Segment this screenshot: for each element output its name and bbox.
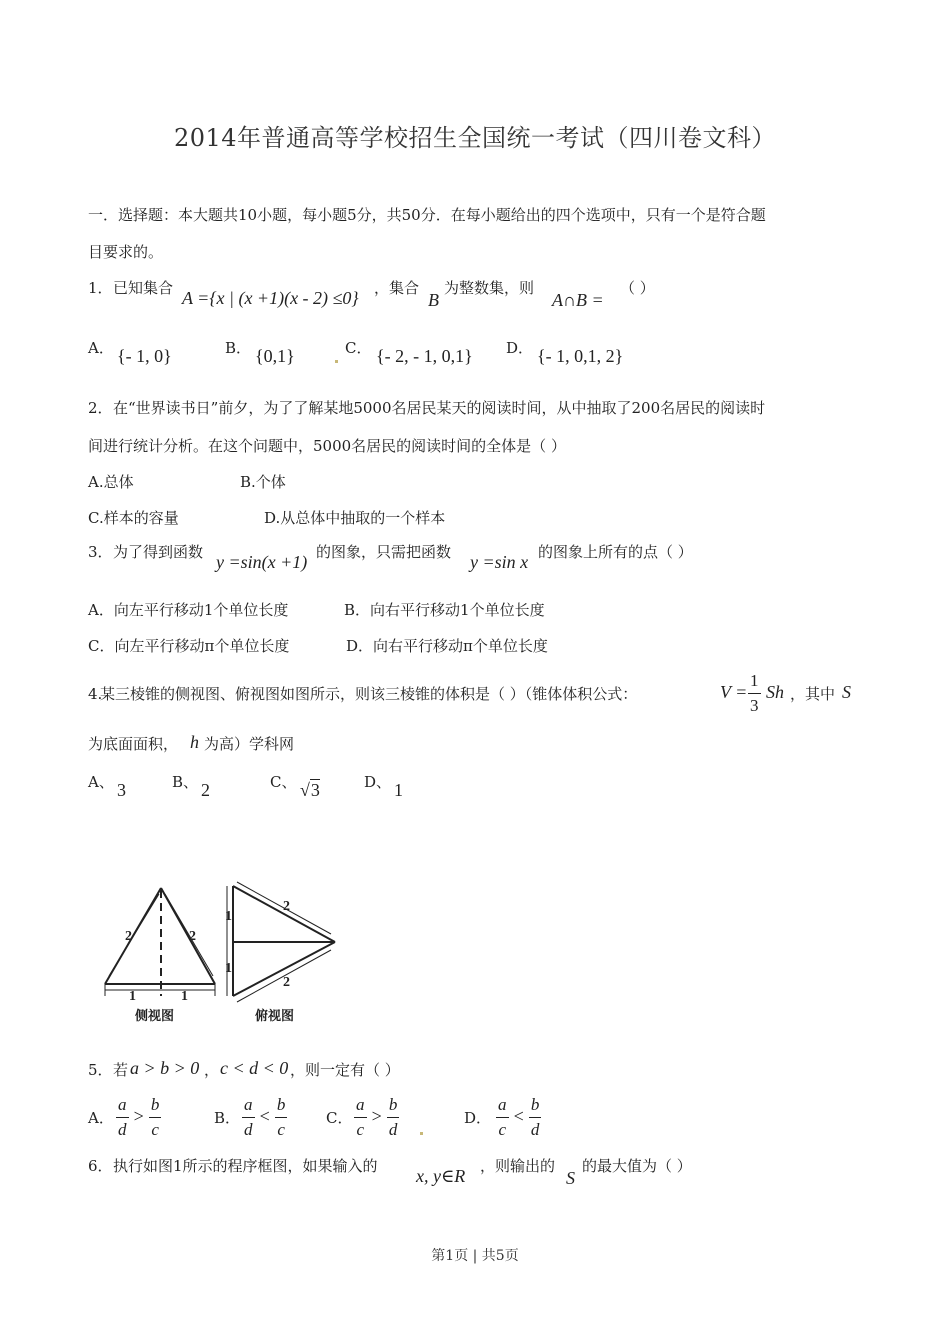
question-stem-text: ，则一定有（ ） bbox=[290, 1061, 400, 1079]
option-b: B．向右平行移动1个单位长度 bbox=[344, 601, 545, 619]
page-footer: 第1页 | 共5页 bbox=[431, 1248, 519, 1264]
option-value-a: $\frac{a}{d}$ > $\frac{b}{c}$ bbox=[118, 1095, 160, 1139]
condition-1: a > b > 0 bbox=[130, 1058, 200, 1078]
option-value-b: $\frac{a}{d}$ < $\frac{b}{c}$ bbox=[244, 1095, 286, 1139]
question-stem-text: 的图象，只需把函数 bbox=[316, 543, 452, 561]
question-stem-text: 的图象上所有的点（ ） bbox=[538, 543, 693, 561]
top-view-label: 俯视图 bbox=[255, 1009, 295, 1024]
option-c: C．向左平行移动π个单位长度 bbox=[88, 637, 290, 655]
set-b-symbol: B bbox=[428, 290, 439, 310]
separator: ， bbox=[204, 1061, 220, 1079]
question-stem-text: ，其中 bbox=[790, 685, 836, 703]
formula-rhs: Sh bbox=[766, 682, 784, 702]
option-label-b: B． bbox=[214, 1109, 241, 1127]
question-number: 4. bbox=[88, 685, 103, 703]
question-stem-line2a: 为底面面积， bbox=[88, 735, 179, 753]
question-stem-text: 若 bbox=[113, 1061, 129, 1079]
question-stem-text: 执行如图1所示的程序框图，如果输入的 bbox=[113, 1157, 378, 1175]
option-value-c: {- 2, - 1, 0,1} bbox=[376, 346, 473, 366]
option-label-c: C． bbox=[345, 339, 372, 357]
option-label-a: A． bbox=[88, 1109, 114, 1127]
option-label-d: D． bbox=[506, 339, 534, 357]
option-value-b: 2 bbox=[201, 780, 210, 800]
svg-text:2: 2 bbox=[125, 929, 132, 944]
condition-2: c < d < 0 bbox=[220, 1058, 289, 1078]
three-view-figure bbox=[95, 858, 355, 1038]
svg-text:1: 1 bbox=[129, 989, 136, 1004]
option-value-a: {- 1, 0} bbox=[117, 346, 172, 366]
question-stem-text: 为了得到函数 bbox=[113, 543, 204, 561]
option-value-c: √3 bbox=[300, 780, 320, 800]
question-number: 6． bbox=[88, 1157, 113, 1175]
watermark-dot bbox=[420, 1132, 423, 1135]
section-heading-line2: 目要求的。 bbox=[88, 243, 164, 261]
option-value-d: 1 bbox=[394, 780, 403, 800]
question-stem-text: 为整数集，则 bbox=[444, 279, 535, 297]
question-stem-line2b: 为高）学科网 bbox=[204, 735, 295, 753]
option-a: A.总体 bbox=[88, 473, 134, 491]
set-a-formula: A ={x | (x +1)(x - 2) ≤0} bbox=[182, 288, 359, 308]
question-number: 2． bbox=[88, 399, 113, 417]
answer-blank: （ ） bbox=[620, 279, 655, 297]
svg-text:1: 1 bbox=[225, 961, 232, 976]
formula-fraction: $\frac{1}{3}$ bbox=[750, 671, 759, 715]
option-label-b: B、 bbox=[172, 773, 199, 791]
question-stem-text: 已知集合 bbox=[113, 279, 174, 297]
pyramid-views-diagram bbox=[95, 858, 355, 1038]
svg-text:1: 1 bbox=[225, 909, 232, 924]
option-a: A．向左平行移动1个单位长度 bbox=[88, 601, 289, 619]
question-stem-line2: 间进行统计分析。在这个问题中，5000名居民的阅读时间的全体是（ ） bbox=[88, 437, 566, 455]
question-number: 3． bbox=[88, 543, 113, 561]
option-label-c: C、 bbox=[270, 773, 297, 791]
question-stem-text: ，则输出的 bbox=[480, 1157, 556, 1175]
option-label-b: B． bbox=[225, 339, 252, 357]
svg-text:1: 1 bbox=[181, 989, 188, 1004]
input-domain-formula: x, y∈R bbox=[416, 1166, 466, 1186]
option-value-d: $\frac{a}{c}$ < $\frac{b}{d}$ bbox=[498, 1095, 540, 1139]
svg-text:2: 2 bbox=[283, 899, 290, 914]
option-label-d: D、 bbox=[364, 773, 392, 791]
watermark-dot bbox=[335, 360, 338, 363]
question-stem-line1: 在“世界读书日”前夕，为了了解某地5000名居民某天的阅读时间，从中抽取了200名居民的阅读时 bbox=[113, 399, 766, 417]
question-number: 1． bbox=[88, 279, 113, 297]
intersection-formula: A∩B = bbox=[552, 290, 604, 310]
option-label-a: A、 bbox=[88, 773, 114, 791]
option-d: D.从总体中抽取的一个样本 bbox=[264, 509, 446, 527]
question-stem-text: ，集合 bbox=[374, 279, 420, 297]
option-value-d: {- 1, 0,1, 2} bbox=[537, 346, 624, 366]
symbol-s: S bbox=[842, 682, 851, 702]
option-value-a: 3 bbox=[117, 780, 126, 800]
svg-text:2: 2 bbox=[189, 929, 196, 944]
svg-text:2: 2 bbox=[283, 975, 290, 990]
option-b: B.个体 bbox=[240, 473, 286, 491]
option-label-d: D． bbox=[464, 1109, 492, 1127]
page-title: 2014年普通高等学校招生全国统一考试（四川卷文科） bbox=[173, 124, 777, 152]
section-heading-line1: 一．选择题：本大题共10小题，每小题5分，共50分．在每小题给出的四个选项中，只有一个是符合题 bbox=[88, 206, 766, 224]
option-label-a: A． bbox=[88, 339, 114, 357]
option-label-c: C． bbox=[326, 1109, 353, 1127]
symbol-h: h bbox=[190, 732, 199, 752]
question-stem-line1: 某三棱锥的侧视图、俯视图如图所示，则该三棱锥的体积是（ ）（锥体体积公式： bbox=[100, 685, 638, 703]
side-view-label: 侧视图 bbox=[135, 1009, 175, 1024]
function-formula-1: y =sin(x +1) bbox=[216, 552, 308, 572]
question-number: 5． bbox=[88, 1061, 113, 1079]
option-value-c: $\frac{a}{c}$ > $\frac{b}{d}$ bbox=[356, 1095, 398, 1139]
symbol-s: S bbox=[566, 1168, 575, 1188]
option-d: D．向右平行移动π个单位长度 bbox=[346, 637, 548, 655]
option-value-b: {0,1} bbox=[255, 346, 295, 366]
question-stem-text: 的最大值为（ ） bbox=[582, 1157, 692, 1175]
option-c: C.样本的容量 bbox=[88, 509, 179, 527]
formula-lhs: V = bbox=[720, 682, 748, 702]
function-formula-2: y =sin x bbox=[470, 552, 529, 572]
